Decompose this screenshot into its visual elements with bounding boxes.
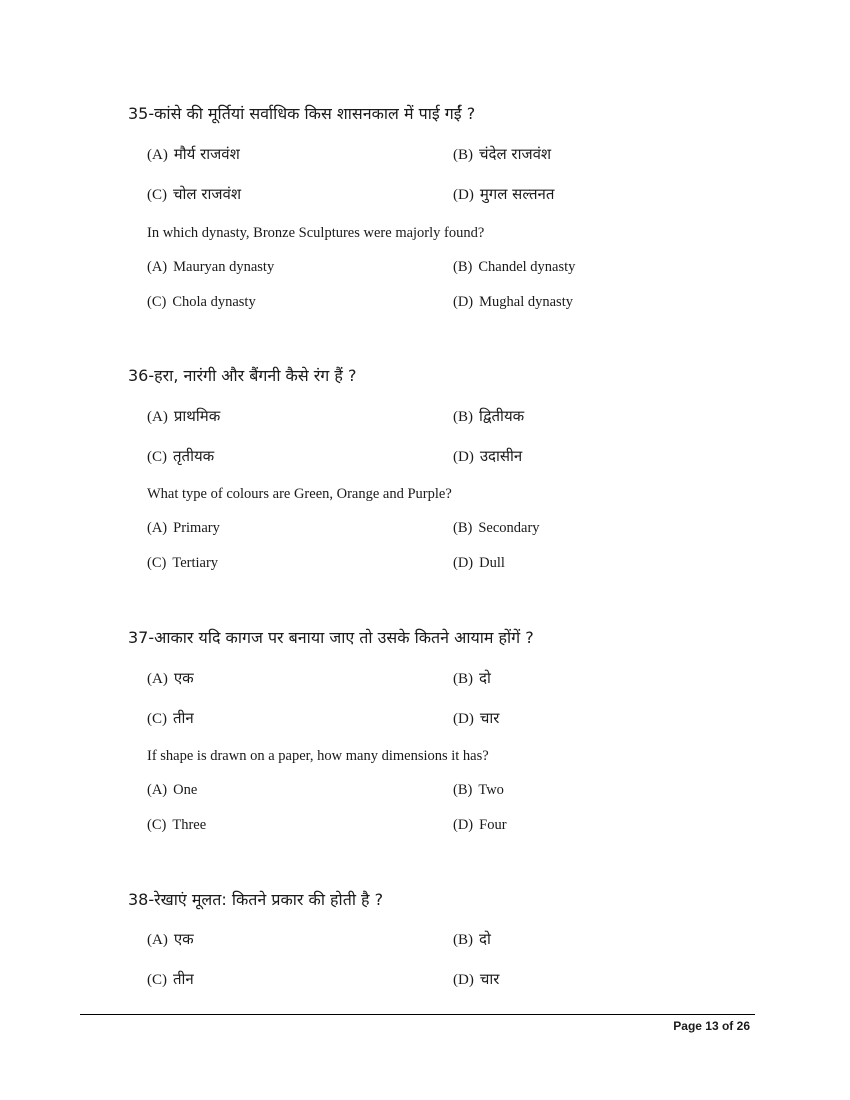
question-36-hindi: 36-हरा, नारंगी और बैंगनी कैसे रंग हैं ? bbox=[128, 366, 357, 385]
question-38-hindi: 38-रेखाएं मूलत: कितने प्रकार की होती है ? bbox=[128, 890, 384, 909]
question-37-english: If shape is drawn on a paper, how many dimensions it has? bbox=[147, 748, 489, 764]
q36-hindi-option-a: (A) प्राथमिक bbox=[147, 407, 221, 425]
q35-english-option-d: (D) Mughal dynasty bbox=[453, 294, 573, 310]
q36-english-option-d: (D) Dull bbox=[453, 555, 505, 571]
q37-english-option-c: (C) Three bbox=[147, 817, 207, 833]
question-35-hindi: 35-कांसे की मूर्तियां सर्वाधिक किस शासनकाल में पाई गईं ? bbox=[128, 104, 476, 123]
question-37-hindi: 37-आकार यदि कागज पर बनाया जाए तो उसके कितने आयाम होंगें ? bbox=[128, 628, 534, 647]
q37-hindi-option-d: (D) चार bbox=[453, 709, 500, 727]
q35-hindi-option-a: (A) मौर्य राजवंश bbox=[147, 145, 240, 163]
q38-hindi-option-c: (C) तीन bbox=[147, 970, 194, 988]
q36-english-option-a: (A) Primary bbox=[147, 520, 220, 536]
q37-english-option-a: (A) One bbox=[147, 782, 198, 798]
q36-hindi-option-b: (B) द्वितीयक bbox=[453, 407, 525, 425]
q37-hindi-option-c: (C) तीन bbox=[147, 709, 194, 727]
question-35-english: In which dynasty, Bronze Sculptures were majorly found? bbox=[147, 225, 485, 241]
q37-english-option-d: (D) Four bbox=[453, 817, 507, 833]
q36-english-option-c: (C) Tertiary bbox=[147, 555, 219, 571]
q37-hindi-option-a: (A) एक bbox=[147, 669, 194, 687]
question-36-english: What type of colours are Green, Orange and Purple? bbox=[147, 486, 452, 502]
q38-hindi-option-a: (A) एक bbox=[147, 930, 194, 948]
q36-english-option-b: (B) Secondary bbox=[453, 520, 540, 536]
q35-english-option-c: (C) Chola dynasty bbox=[147, 294, 256, 310]
q36-hindi-option-d: (D) उदासीन bbox=[453, 447, 523, 465]
q35-hindi-option-c: (C) चोल राजवंश bbox=[147, 185, 242, 203]
q35-hindi-option-b: (B) चंदेल राजवंश bbox=[453, 145, 552, 163]
q37-english-option-b: (B) Two bbox=[453, 782, 504, 798]
footer-divider bbox=[80, 1014, 755, 1015]
q35-english-option-b: (B) Chandel dynasty bbox=[453, 259, 576, 275]
q37-hindi-option-b: (B) दो bbox=[453, 669, 491, 687]
q38-hindi-option-b: (B) दो bbox=[453, 930, 491, 948]
q35-hindi-option-d: (D) मुगल सल्तनत bbox=[453, 185, 555, 203]
q36-hindi-option-c: (C) तृतीयक bbox=[147, 447, 215, 465]
q35-english-option-a: (A) Mauryan dynasty bbox=[147, 259, 275, 275]
page-number: Page 13 of 26 bbox=[673, 1019, 750, 1033]
q38-hindi-option-d: (D) चार bbox=[453, 970, 500, 988]
